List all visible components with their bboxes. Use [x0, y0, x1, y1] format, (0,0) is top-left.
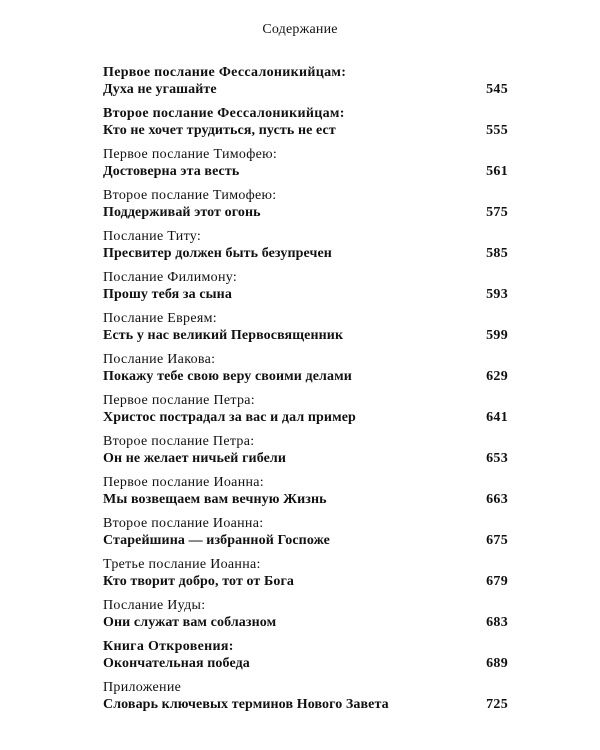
toc-entry[interactable] — [103, 64, 508, 105]
entry-title: Послание Титу: — [103, 229, 202, 244]
table-of-contents — [103, 64, 508, 720]
toc-entry[interactable] — [103, 351, 508, 392]
entry-subtitle: Словарь ключевых терминов Нового Завета — [103, 697, 389, 712]
entry-title: Послание Иуды: — [103, 598, 206, 613]
toc-entry[interactable] — [103, 105, 508, 146]
toc-entry[interactable] — [103, 392, 508, 433]
entry-title: Второе послание Тимофею: — [103, 188, 277, 203]
entry-page-number: 679 — [486, 574, 508, 589]
entry-subtitle: Старейшина — избранной Госпоже — [103, 533, 330, 548]
entry-subtitle: Кто не хочет трудиться, пусть не ест — [103, 123, 336, 138]
entry-page-number: 561 — [486, 164, 508, 179]
entry-subtitle: Духа не угашайте — [103, 82, 217, 97]
toc-entry[interactable] — [103, 433, 508, 474]
entry-title: Второе послание Иоанна: — [103, 516, 264, 531]
toc-entry[interactable] — [103, 146, 508, 187]
toc-entry[interactable] — [103, 556, 508, 597]
entry-page-number: 545 — [486, 82, 508, 97]
entry-title: Первое послание Петра: — [103, 393, 255, 408]
entry-title: Первое послание Фессалоникийцам: — [103, 65, 347, 80]
entry-subtitle: Пресвитер должен быть безупречен — [103, 246, 332, 261]
entry-subtitle: Достоверна эта весть — [103, 164, 240, 179]
entry-subtitle: Они служат вам соблазном — [103, 615, 277, 630]
entry-title: Послание Евреям: — [103, 311, 217, 326]
entry-page-number: 599 — [486, 328, 508, 343]
entry-page-number: 653 — [486, 451, 508, 466]
entry-title: Второе послание Фессалоникийцам: — [103, 106, 345, 121]
page-title: Содержание — [262, 22, 338, 37]
entry-title: Книга Откровения: — [103, 639, 234, 654]
toc-entry[interactable] — [103, 679, 508, 720]
entry-subtitle: Поддерживай этот огонь — [103, 205, 261, 220]
entry-page-number: 683 — [486, 615, 508, 630]
entry-title: Первое послание Тимофею: — [103, 147, 278, 162]
entry-subtitle: Мы возвещаем вам вечную Жизнь — [103, 492, 327, 507]
entry-title: Первое послание Иоанна: — [103, 475, 264, 490]
entry-page-number: 593 — [486, 287, 508, 302]
entry-page-number: 555 — [486, 123, 508, 138]
entry-subtitle: Христос пострадал за вас и дал пример — [103, 410, 356, 425]
toc-entry[interactable] — [103, 638, 508, 679]
entry-subtitle: Кто творит добро, тот от Бога — [103, 574, 295, 589]
entry-page-number: 663 — [486, 492, 508, 507]
toc-entry[interactable] — [103, 474, 508, 515]
entry-subtitle: Есть у нас великий Первосвященник — [103, 328, 344, 343]
entry-subtitle: Он не желает ничьей гибели — [103, 451, 287, 466]
entry-title: Второе послание Петра: — [103, 434, 255, 449]
toc-entry[interactable] — [103, 269, 508, 310]
entry-title: Послание Филимону: — [103, 270, 238, 285]
entry-page-number: 725 — [486, 697, 508, 712]
entry-title: Приложение — [103, 680, 182, 695]
toc-entry[interactable] — [103, 310, 508, 351]
toc-entry[interactable] — [103, 187, 508, 228]
entry-subtitle: Окончательная победа — [103, 656, 250, 671]
entry-page-number: 689 — [486, 656, 508, 671]
entry-page-number: 585 — [486, 246, 508, 261]
entry-subtitle: Прошу тебя за сына — [103, 287, 232, 302]
toc-entry[interactable] — [103, 228, 508, 269]
entry-page-number: 629 — [486, 369, 508, 384]
entry-page-number: 675 — [486, 533, 508, 548]
entry-title: Послание Иакова: — [103, 352, 216, 367]
entry-page-number: 575 — [486, 205, 508, 220]
entry-subtitle: Покажу тебе свою веру своими делами — [103, 369, 352, 384]
toc-entry[interactable] — [103, 515, 508, 556]
toc-entry[interactable] — [103, 597, 508, 638]
entry-title: Третье послание Иоанна: — [103, 557, 261, 572]
entry-page-number: 641 — [486, 410, 508, 425]
